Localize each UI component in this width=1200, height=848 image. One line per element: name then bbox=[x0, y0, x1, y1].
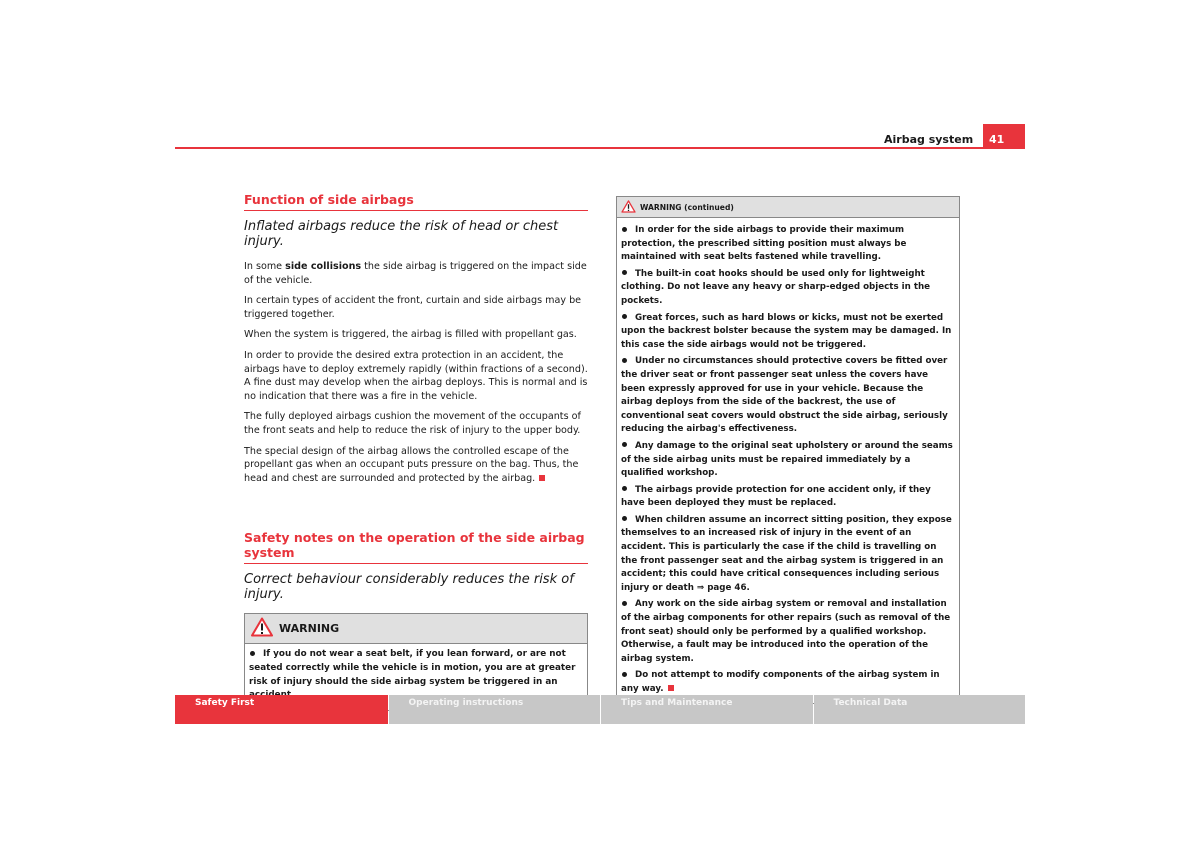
header-rule bbox=[175, 147, 1025, 149]
warning-item: Any work on the side airbag system or removal and installation of the airbag components for other repairs (such as removal of the front seat) should only be performed by a qualified workshop. Otherwise, a fault may be introduced into the operation of the airbag system. bbox=[621, 599, 951, 664]
bullet-icon bbox=[622, 486, 627, 491]
end-of-section-icon bbox=[668, 685, 674, 691]
warning-item: Under no circumstances should protective covers be fitted over the driver seat or front passenger seat unless the covers have been expressly approved for use in your vehicle. Because the airbag deploys from the side of the backrest, the use of conventional seat covers would obstruct the side airbag, seriously reducing the airbag's effectiveness. bbox=[621, 356, 948, 435]
warning-item: The airbags provide protection for one accident only, if they have been deployed they must be replaced. bbox=[621, 484, 931, 509]
end-of-section-icon bbox=[539, 475, 545, 481]
warning-triangle-icon bbox=[251, 617, 273, 641]
warning-label: WARNING bbox=[279, 622, 340, 636]
warning-continued-body bbox=[617, 218, 959, 703]
warning-item: If you do not wear a seat belt, if you lean forward, or are not seated correctly while the vehicle is in motion, you are at greater risk of injury should the side airbag system be triggered in an bbox=[249, 649, 576, 687]
bullet-icon bbox=[622, 270, 627, 275]
section-subtitle-function: Inflated airbags reduce the risk of head or chest injury. bbox=[244, 219, 559, 249]
warning-continued-box bbox=[616, 196, 960, 704]
bullet-icon bbox=[622, 227, 627, 232]
tab-tips-and-maintenance[interactable]: Tips and Maintenance bbox=[601, 695, 813, 724]
tab-operating-instructions[interactable]: Operating instructions bbox=[389, 695, 601, 724]
bullet-icon bbox=[622, 601, 627, 606]
warning-item: Great forces, such as hard blows or kicks, must not be exerted upon the backrest bolster because the system may be damaged. In this case the side airbags would not be triggered. bbox=[621, 312, 952, 350]
paragraph-end: The special design of the airbag allows the controlled escape of the propellant gas when an occupant puts pressure on the bag. Thus, the head and chest are surrounded and protected by the airbag. bbox=[244, 445, 579, 484]
right-column bbox=[616, 196, 960, 704]
bullet-icon bbox=[622, 358, 627, 363]
page-number: 41 bbox=[983, 124, 1025, 149]
warning-continued-label: WARNING (continued) bbox=[640, 202, 734, 212]
warning-item: In order for the side airbags to provide their maximum protection, the prescribed sitting position must always be maintained with seat belts fastened while travelling. bbox=[621, 225, 907, 263]
footer-nav bbox=[175, 695, 1025, 724]
warning-item: The built-in coat hooks should be used only for lightweight clothing. Do not leave any heavy or sharp-edged objects in the pockets. bbox=[621, 268, 931, 306]
warning-continued-header bbox=[617, 197, 959, 218]
section-heading-safety-notes: Safety notes on the operation of the side airbag system bbox=[244, 530, 588, 564]
warning-triangle-icon bbox=[621, 198, 636, 217]
paragraph: In order to provide the desired extra protection in an accident, the airbags have to deploy extremely rapidly (within fractions of a second). A fine dust may develop when the airbag deploys. This is normal and is no indication that there was a fire in the vehicle. bbox=[244, 349, 588, 402]
paragraph: In certain types of accident the front, curtain and side airbags may be triggered together. bbox=[244, 295, 582, 320]
warning-header bbox=[245, 614, 587, 644]
paragraph-side-collisions: In some side collisions the side airbag is triggered on the impact side of the vehicle. bbox=[244, 261, 587, 286]
tab-technical-data[interactable]: Technical Data bbox=[814, 695, 1026, 724]
tab-safety-first[interactable]: Safety First bbox=[175, 695, 388, 724]
left-column bbox=[244, 192, 588, 711]
paragraph: When the system is triggered, the airbag is filled with propellant gas. bbox=[244, 329, 577, 341]
bullet-icon bbox=[250, 651, 255, 656]
bullet-icon bbox=[622, 516, 627, 521]
warning-item: When children assume an incorrect sitting position, they expose themselves to an increased risk of injury in the event of an accident. This is particularly the case if the child is travelling on the front passenger seat and the airbag system is triggered in an accident; this could have critical consequences including serious injury or death ⇒ page 46. bbox=[621, 514, 952, 593]
warning-item: Do not attempt to modify components of the airbag system in any way. bbox=[621, 670, 940, 694]
bullet-icon bbox=[622, 314, 627, 319]
section-heading-function: Function of side airbags bbox=[244, 192, 588, 211]
section-subtitle-safety-notes: Correct behaviour considerably reduces the risk of injury. bbox=[244, 572, 574, 603]
bold-term: side collisions bbox=[285, 261, 362, 272]
bullet-icon bbox=[622, 442, 627, 447]
paragraph: The fully deployed airbags cushion the movement of the occupants of the front seats and help to reduce the risk of injury to the upper body. bbox=[244, 411, 581, 436]
warning-item: Any damage to the original seat upholstery or around the seams of the side airbag units must be repaired immediately by a qualified workshop. bbox=[621, 440, 953, 479]
running-header-title: Airbag system bbox=[884, 133, 974, 146]
bullet-icon bbox=[622, 672, 627, 677]
